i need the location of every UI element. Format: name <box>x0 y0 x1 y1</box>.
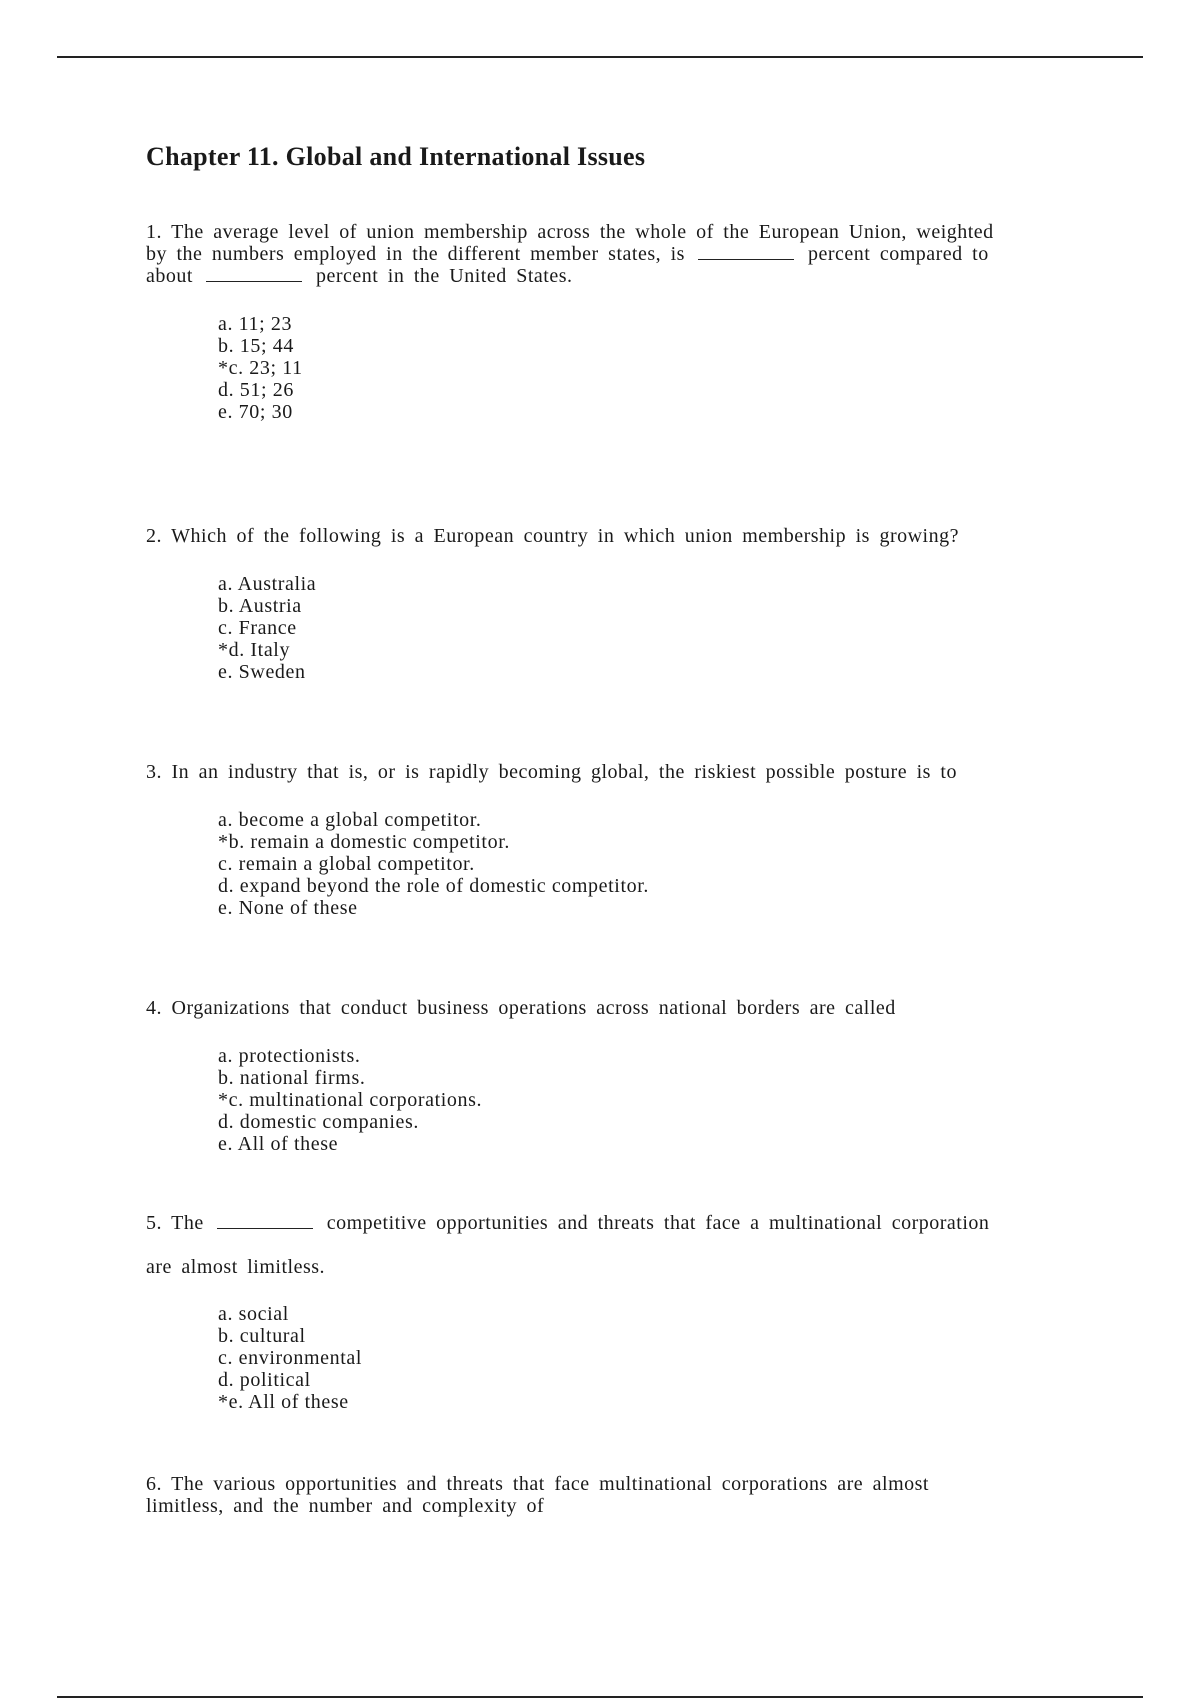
option: c. environmental <box>218 1347 362 1369</box>
option: d. expand beyond the role of domestic competitor. <box>218 875 649 897</box>
option-correct: *c. multinational corporations. <box>218 1089 483 1111</box>
answer-blank <box>206 265 302 282</box>
stem-text: The various opportunities and threats that face multinational corporations are almost limitless, and the number and complexity of <box>146 1473 929 1517</box>
option: e. None of these <box>218 897 358 919</box>
question-number: 1. <box>146 221 162 243</box>
option: a. 11; 23 <box>218 313 293 335</box>
option-correct: *e. All of these <box>218 1391 349 1413</box>
answer-blank <box>217 1212 313 1229</box>
option: c. France <box>218 617 297 639</box>
answer-options <box>218 1303 1006 1413</box>
question-2 <box>146 525 1006 683</box>
question-stem <box>146 1201 1006 1289</box>
stem-text: percent in the United States. <box>315 265 573 287</box>
option: b. cultural <box>218 1325 306 1347</box>
question-number: 6. <box>146 1473 162 1495</box>
option: b. 15; 44 <box>218 335 294 357</box>
answer-blank <box>698 243 794 260</box>
option: d. domestic companies. <box>218 1111 419 1133</box>
question-number: 4. <box>146 997 162 1019</box>
question-stem <box>146 761 1006 783</box>
question-stem <box>146 1473 1006 1517</box>
option: d. 51; 26 <box>218 379 294 401</box>
question-1 <box>146 221 1006 423</box>
option: d. political <box>218 1369 311 1391</box>
question-3 <box>146 761 1006 919</box>
option: a. become a global competitor. <box>218 809 482 831</box>
answer-options <box>218 573 1006 683</box>
option: e. All of these <box>218 1133 339 1155</box>
question-number: 3. <box>146 761 162 783</box>
option: e. 70; 30 <box>218 401 293 423</box>
stem-text: Which of the following is a European country in which union membership is growing? <box>171 525 959 547</box>
option: a. protectionists. <box>218 1045 361 1067</box>
stem-text: The <box>171 1212 204 1234</box>
question-stem <box>146 997 1006 1019</box>
stem-text: competitive opportunities and threats that face a multinational corporation are almost limitless. <box>146 1212 990 1278</box>
stem-text: In an industry that is, or is rapidly becoming global, the riskiest possible posture is to <box>171 761 957 783</box>
question-number: 5. <box>146 1212 162 1234</box>
stem-text: percent compared to about <box>146 243 989 287</box>
stem-text: Organizations that conduct business operations across national borders are called <box>171 997 896 1019</box>
question-6 <box>146 1473 1006 1517</box>
option: a. social <box>218 1303 289 1325</box>
stem-text: The average level of union membership across the whole of the European Union, weighted by the numbers employed in the different member states, is <box>146 221 994 265</box>
option: b. national firms. <box>218 1067 366 1089</box>
option: a. Australia <box>218 573 317 595</box>
page-title: Chapter 11. Global and International Issues <box>146 142 646 171</box>
option: c. remain a global competitor. <box>218 853 475 875</box>
option: e. Sweden <box>218 661 306 683</box>
option-correct: *c. 23; 11 <box>218 357 303 379</box>
answer-options <box>218 809 1006 919</box>
bottom-rule <box>57 1696 1143 1698</box>
question-number: 2. <box>146 525 162 547</box>
question-stem <box>146 525 1006 547</box>
top-rule <box>57 56 1143 58</box>
question-5 <box>146 1201 1006 1413</box>
question-4 <box>146 997 1006 1155</box>
answer-options <box>218 313 1006 423</box>
option-correct: *b. remain a domestic competitor. <box>218 831 510 853</box>
answer-options <box>218 1045 1006 1155</box>
option-correct: *d. Italy <box>218 639 291 661</box>
option: b. Austria <box>218 595 302 617</box>
question-stem <box>146 221 1006 287</box>
